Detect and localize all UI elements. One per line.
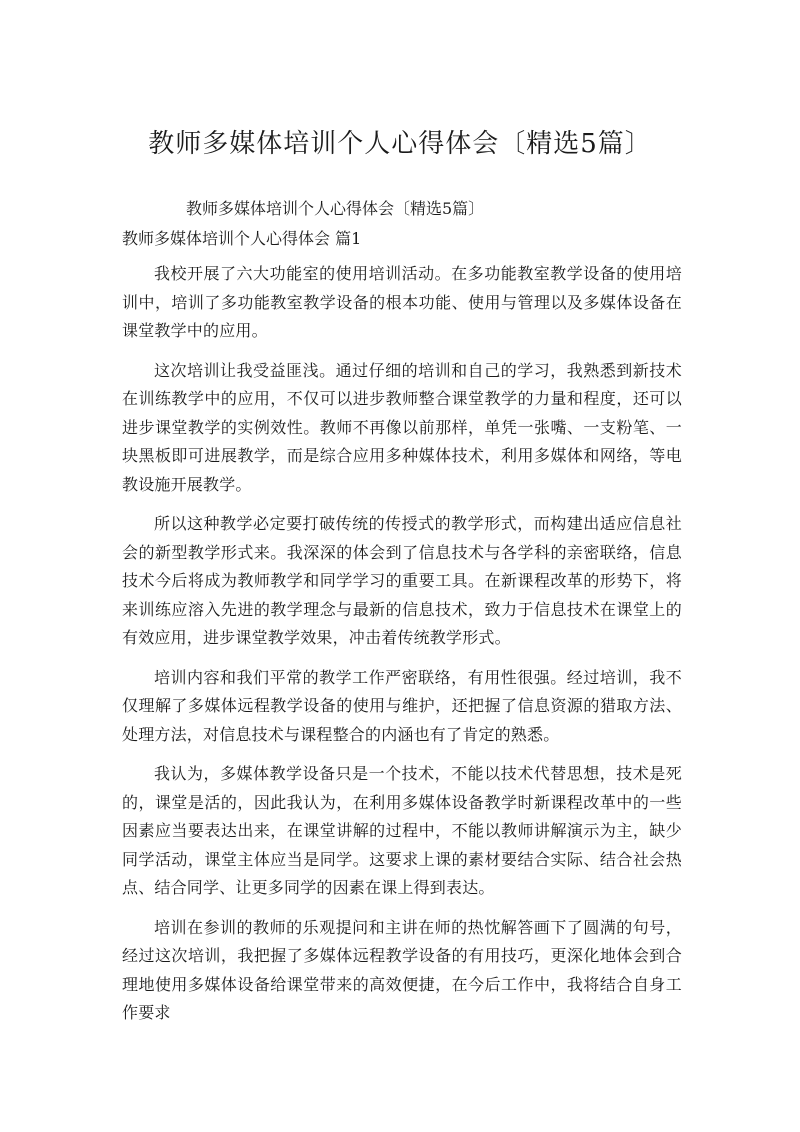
section-heading: 教师多媒体培训个人心得体会 篇1 — [122, 229, 362, 248]
paragraph-1: 我校开展了六大功能室的使用培训活动。在多功能教室教学设备的使用培训中，培训了多功能教室教学设备的根本功能、使用与管理以及多媒体设备在课堂教学中的应用。 — [122, 264, 682, 340]
document-title: 教师多媒体培训个人心得体会〔精选5篇〕 — [148, 129, 652, 159]
article-body — [122, 260, 682, 1039]
paragraph-6: 培训在参训的教师的乐观提问和主讲在师的热忱解答画下了圆满的句号，经过这次培训，我把握了多媒体远程教学设备的有用技巧，更深化地体会到合理地使用多媒体设备给课堂带来的高效便捷，在今后工作中，我将结合自身工作要求 — [122, 917, 682, 1022]
paragraph-4: 培训内容和我们平常的教学工作严密联络，有用性很强。经过培训，我不仅理解了多媒体远程教学设备的使用与维护，还把握了信息资源的猎取方法、处理方法，对信息技术与课程整合的内涵也有了肯定的熟悉。 — [122, 667, 682, 744]
document-subtitle: 教师多媒体培训个人心得体会〔精选5篇〕 — [186, 199, 485, 218]
paragraph-5: 我认为，多媒体教学设备只是一个技术，不能以技术代替思想，技术是死的，课堂是活的，因此我认为，在利用多媒体设备教学时新课程改革中的一些因素应当要表达出来，在课堂讲解的过程中，不能以教师讲解演示为主，缺少同学活动，课堂主体应当是同学。这要求上课的素材要结合实际、结合社会热点、结合同学、让更多同学的因素在课上得到表达。 — [122, 764, 682, 897]
paragraph-3: 所以这种教学必定要打破传统的传授式的教学形式，而构建出适应信息社会的新型教学形式来。我深深的体会到了信息技术与各学科的亲密联络，信息技术今后将成为教师教学和同学学习的重要工具。在新课程改革的形势下，将来训练应溶入先进的教学理念与最新的信息技术，致力于信息技术在课堂上的有效应用，进步课堂教学效果，冲击着传统教学形式。 — [122, 514, 682, 647]
paragraph-2: 这次培训让我受益匪浅。通过仔细的培训和自己的学习，我熟悉到新技术在训练教学中的应用，不仅可以进步教师整合课堂教学的力量和程度，还可以进步课堂教学的实例效性。教师不再像以前那样，单凭一张嘴、一支粉笔、一块黑板即可进展教学，而是综合应用多种媒体技术，利用多媒体和网络，等电教设施开展教学。 — [122, 360, 682, 494]
